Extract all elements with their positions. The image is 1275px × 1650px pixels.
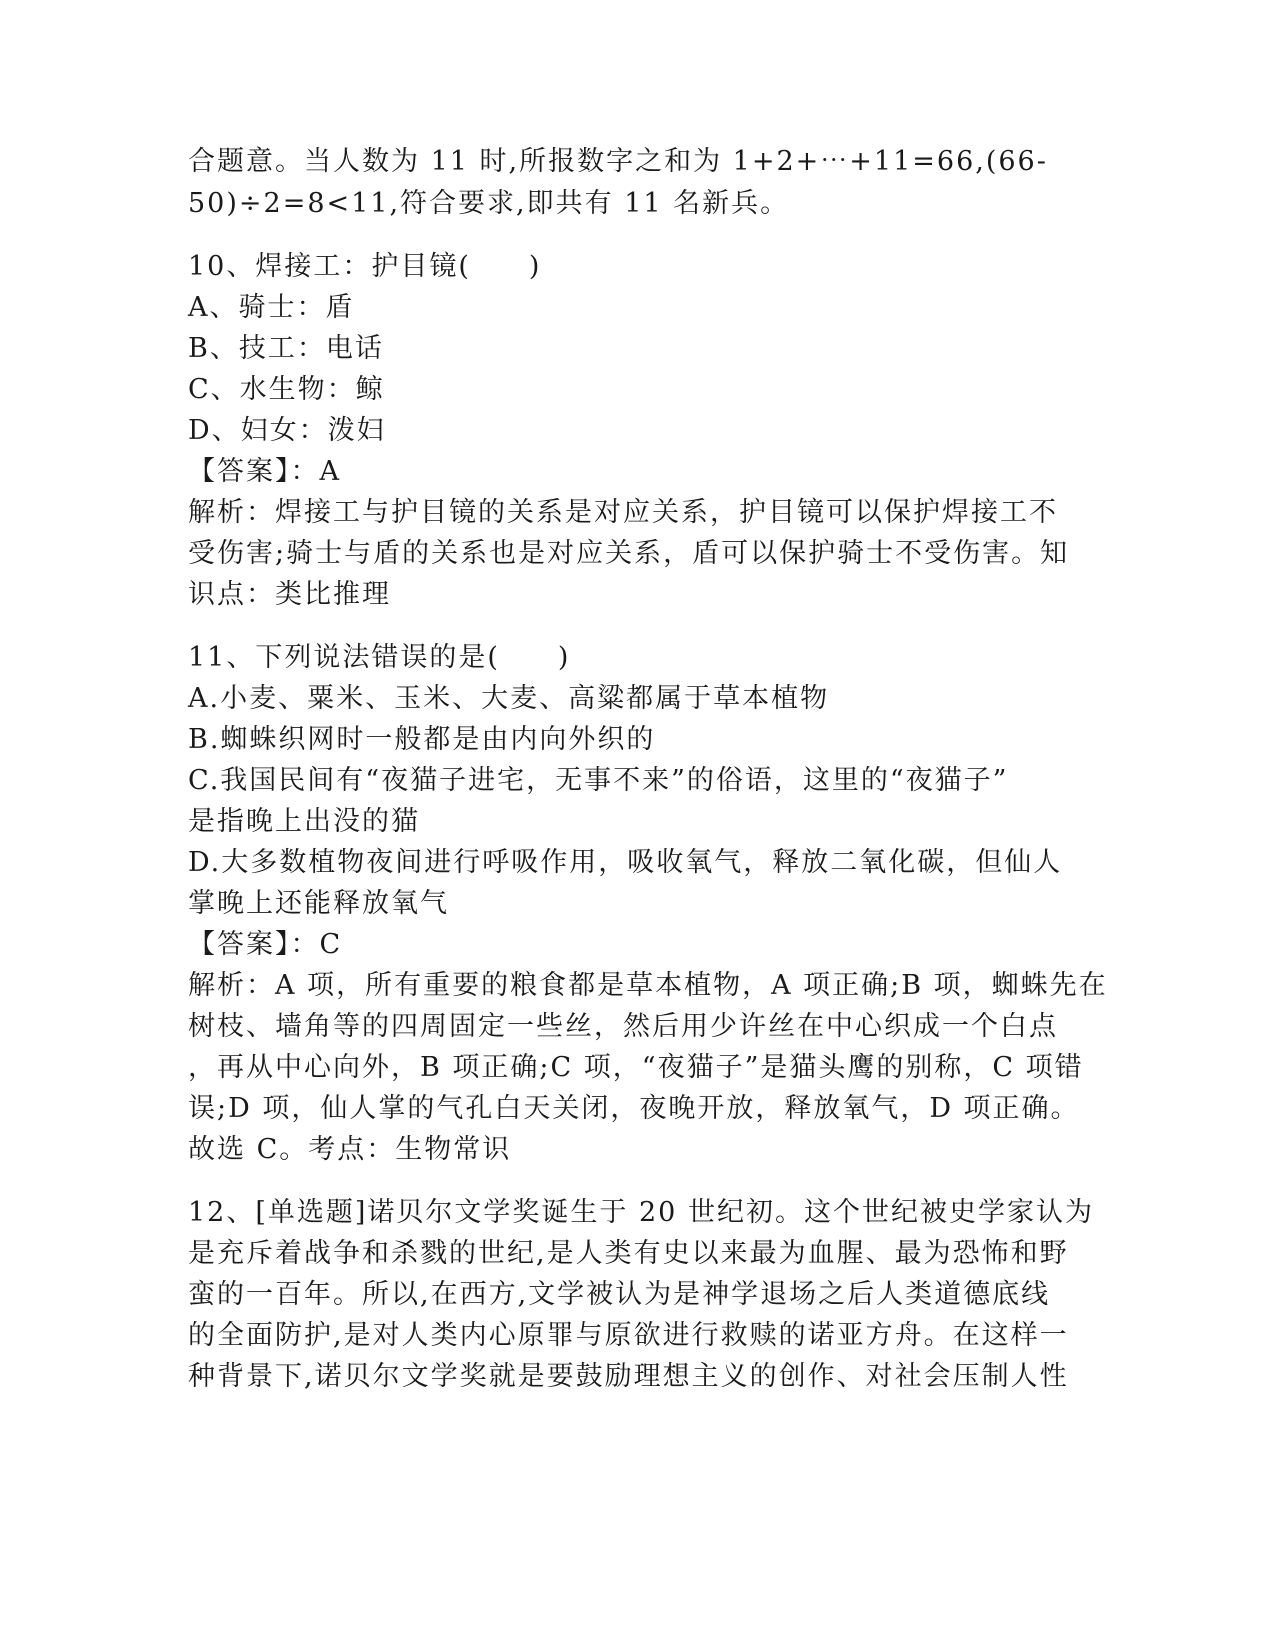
question-10-answer: 【答案】：A (188, 456, 341, 487)
continuation-line: 50)÷2=8<11,符合要求,即共有 11 名新兵。 (188, 188, 790, 219)
question-10-option-a: A、骑士：盾 (188, 292, 355, 323)
question-10-analysis-line: 受伤害;骑士与盾的关系也是对应关系，盾可以保护骑士不受伤害。知 (188, 538, 1070, 569)
question-11-option-c-cont: 是指晚上出没的猫 (188, 806, 420, 837)
question-12-line: 12、[单选题]诺贝尔文学奖诞生于 20 世纪初。这个世纪被史学家认为 (188, 1197, 1094, 1228)
question-11-analysis-line: 故选 C。考点：生物常识 (188, 1134, 512, 1165)
question-10-option-c: C、水生物：鲸 (188, 374, 385, 405)
question-11-option-c: C.我国民间有“夜猫子进宅，无事不来”的俗语，这里的“夜猫子” (188, 765, 1009, 796)
question-10-option-d: D、妇女：泼妇 (188, 415, 386, 446)
question-11-option-a: A.小麦、粟米、玉米、大麦、高粱都属于草本植物 (188, 683, 830, 714)
question-12-line: 是充斥着战争和杀戮的世纪,是人类有史以来最为血腥、最为恐怖和野 (188, 1238, 1069, 1269)
question-10-stem: 10、焊接工：护目镜( ) (188, 251, 542, 282)
question-10-analysis-line: 解析：焊接工与护目镜的关系是对应关系，护目镜可以保护焊接工不 (188, 497, 1058, 528)
question-12-line: 的全面防护,是对人类内心原罪与原欲进行救赎的诺亚方舟。在这样一 (188, 1320, 1069, 1351)
question-11-option-b: B.蜘蛛织网时一般都是由内向外织的 (188, 724, 656, 755)
question-11-option-d: D.大多数植物夜间进行呼吸作用，吸收氧气，释放二氧化碳，但仙人 (188, 847, 1063, 878)
question-11-option-d-cont: 掌晚上还能释放氧气 (188, 888, 449, 919)
question-11-analysis-line: 树枝、墙角等的四周固定一些丝，然后用少许丝在中心织成一个白点 (188, 1011, 1058, 1042)
question-10-analysis-line: 识点：类比推理 (188, 579, 391, 610)
question-11-analysis-line: 误;D 项，仙人掌的气孔白天关闭，夜晚开放，释放氧气，D 项正确。 (188, 1093, 1080, 1124)
question-12-line: 蛮的一百年。所以,在西方,文学被认为是神学退场之后人类道德底线 (188, 1279, 1051, 1310)
question-12-line: 种背景下,诺贝尔文学奖就是要鼓励理想主义的创作、对社会压制人性 (188, 1361, 1069, 1392)
question-11-analysis-line: 解析：A 项，所有重要的粮食都是草本植物，A 项正确;B 项，蜘蛛先在 (188, 970, 1108, 1001)
continuation-line: 合题意。当人数为 11 时,所报数字之和为 1+2+⋯+11=66,(66- (188, 146, 1048, 177)
question-11-analysis-line: ，再从中心向外，B 项正确;C 项，“夜猫子”是猫头鹰的别称，C 项错 (188, 1052, 1084, 1083)
question-10-option-b: B、技工：电话 (188, 333, 384, 364)
question-11-answer: 【答案】：C (188, 929, 343, 960)
question-11-stem: 11、下列说法错误的是( ) (188, 642, 571, 673)
